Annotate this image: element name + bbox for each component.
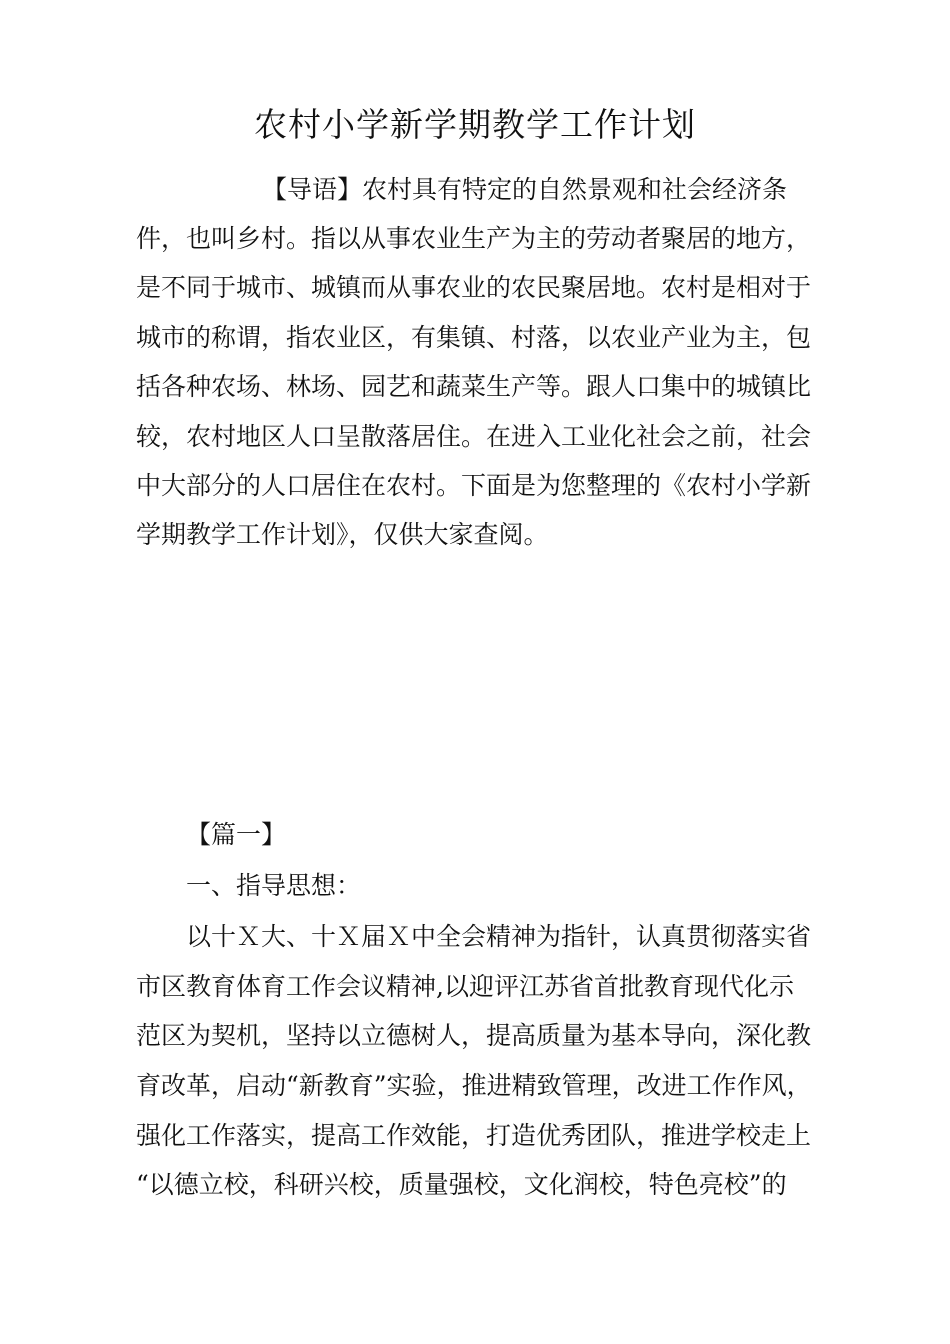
intro-line: 城市的称谓，指农业区，有集镇、村落，以农业产业为主，包 xyxy=(136,323,812,352)
intro-line: 括各种农场、林场、园艺和蔬菜生产等。跟人口集中的城镇比 xyxy=(136,372,812,401)
intro-line: 学期教学工作计划》，仅供大家查阅。 xyxy=(136,520,549,549)
intro-line: 是不同于城市、城镇而从事农业的农民聚居地。农村是相对于 xyxy=(136,273,812,302)
body-line: 育改革，启动“新教育”实验，推进精致管理，改进工作作风， xyxy=(136,1071,812,1100)
intro-line: 较，农村地区人口呈散落居住。在进入工业化社会之前，社会 xyxy=(136,422,812,451)
intro-line: 中大部分的人口居住在农村。下面是为您整理的《农村小学新 xyxy=(136,471,812,500)
section-heading: 一、指导思想： xyxy=(186,871,362,900)
section-label: 【篇一】 xyxy=(186,820,287,849)
body-line: 市区教育体育工作会议精神,以迎评江苏省首批教育现代化示 xyxy=(136,972,794,1001)
intro-line: 件，也叫乡村。指以从事农业生产为主的劳动者聚居的地方， xyxy=(136,224,812,253)
body-line: 以十Ｘ大、十Ｘ届Ｘ中全会精神为指针，认真贯彻落实省 xyxy=(186,922,812,951)
intro-line: 【导语】农村具有特定的自然景观和社会经济条 xyxy=(262,175,788,204)
body-line: 范区为契机，坚持以立德树人，提高质量为基本导向，深化教 xyxy=(136,1021,812,1050)
body-line: “以德立校，科研兴校，质量强校，文化润校，特色亮校”的 xyxy=(136,1170,787,1199)
document-title: 农村小学新学期教学工作计划 xyxy=(254,105,696,144)
body-line: 强化工作落实，提高工作效能，打造优秀团队，推进学校走上 xyxy=(136,1121,812,1150)
